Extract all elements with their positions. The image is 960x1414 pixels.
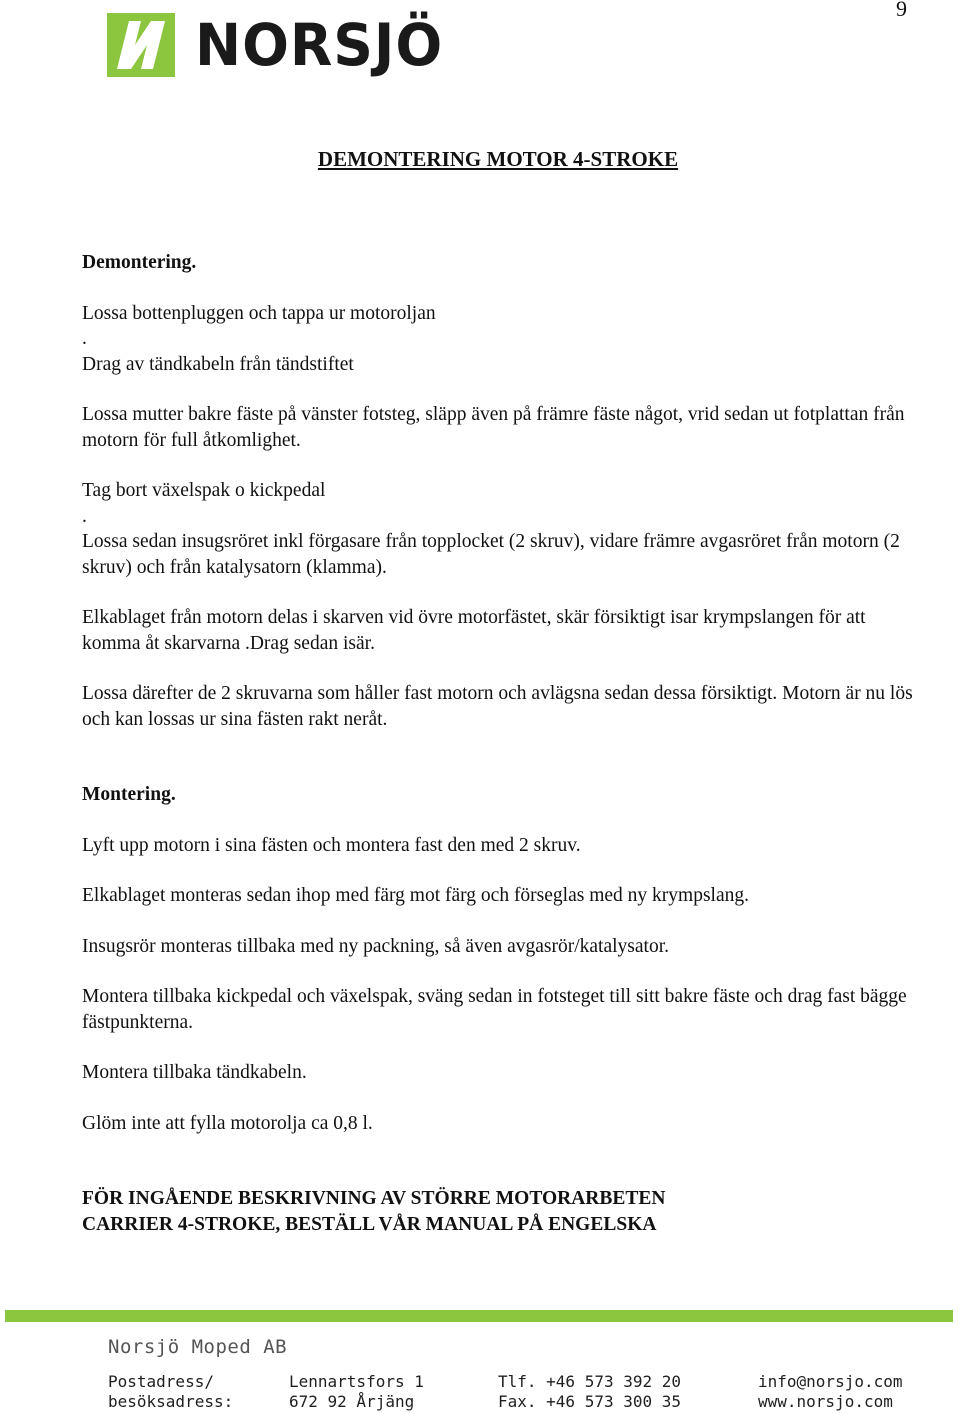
instruction-paragraph: . <box>82 505 87 527</box>
footer-divider-bar <box>5 1310 953 1322</box>
footer-website: www.norsjo.com <box>758 1392 893 1411</box>
instruction-paragraph: Lossa mutter bakre fäste på vänster fotsteg, släpp även på främre fäste något, vrid sedan ut fotplattan från motorn för full åtkomlighet. <box>82 404 905 451</box>
page-title: DEMONTERING MOTOR 4-STROKE <box>317 147 679 171</box>
instruction-paragraph: Glöm inte att fylla motorolja ca 0,8 l. <box>82 1112 373 1134</box>
section-heading-montering: Montering. <box>82 784 176 805</box>
instruction-paragraph: Montera tillbaka tändkabeln. <box>82 1062 307 1083</box>
instruction-paragraph: Lossa sedan insugsröret inkl förgasare från topplocket (2 skruv), vidare främre avgasröret från motorn (2 skruv) och från katalysatorn (klamma). <box>82 531 900 578</box>
instruction-paragraph: Elkablaget monteras sedan ihop med färg mot färg och förseglas med ny krympslang. <box>82 885 749 906</box>
norsjo-logo <box>107 13 456 77</box>
instruction-paragraph: Insugsrör monteras tillbaka med ny packning, så även avgasrör/katalysator. <box>82 935 669 957</box>
manual-notice-line-1: FÖR INGÅENDE BESKRIVNING AV STÖRRE MOTORARBETEN <box>82 1188 666 1209</box>
logo-wordmark: NORSJÖ <box>195 11 444 79</box>
footer-company-name: Norsjö Moped AB <box>108 1336 288 1358</box>
footer-fax: Fax. +46 573 300 35 <box>498 1392 682 1411</box>
instruction-paragraph: Elkablaget från motorn delas i skarven vid övre motorfästet, skär försiktigt isar krympslangen för att komma åt skarvarna .Drag sedan isär. <box>82 607 866 654</box>
footer-address-label: Postadress/ <box>108 1372 214 1391</box>
instruction-paragraph: Lyft upp motorn i sina fästen och montera fast den med 2 skruv. <box>82 834 581 856</box>
instruction-paragraph: Lossa därefter de 2 skruvarna som håller fast motorn och avlägsna sedan dessa försiktigt. Motorn är nu lös och kan lossas ur sina fästen rakt neråt. <box>82 683 913 730</box>
footer-phone: Tlf. +46 573 392 20 <box>498 1372 682 1391</box>
section-heading-demontering: Demontering. <box>82 252 197 273</box>
instruction-paragraph: Montera tillbaka kickpedal och växelspak, sväng sedan in fotsteget till sitt bakre fäste och drag fast bägge fästpunkterna. <box>82 986 907 1033</box>
footer-postal: 672 92 Årjäng <box>289 1392 415 1411</box>
footer-street: Lennartsfors 1 <box>289 1372 424 1391</box>
instruction-paragraph: Lossa bottenpluggen och tappa ur motoroljan <box>82 302 436 324</box>
manual-notice-line-2: CARRIER 4-STROKE, BESTÄLL VÅR MANUAL PÅ ENGELSKA <box>82 1213 657 1235</box>
instruction-paragraph: . <box>82 328 87 349</box>
instruction-paragraph: Tag bort växelspak o kickpedal <box>82 480 326 501</box>
instruction-paragraph: Drag av tändkabeln från tändstiftet <box>82 353 354 375</box>
document-body <box>82 250 922 1237</box>
footer-email: info@norsjo.com <box>758 1372 903 1391</box>
norsjo-n-logo-icon <box>107 13 175 77</box>
page-number: 9 <box>896 0 907 21</box>
footer-address-label: besöksadress: <box>108 1392 234 1411</box>
